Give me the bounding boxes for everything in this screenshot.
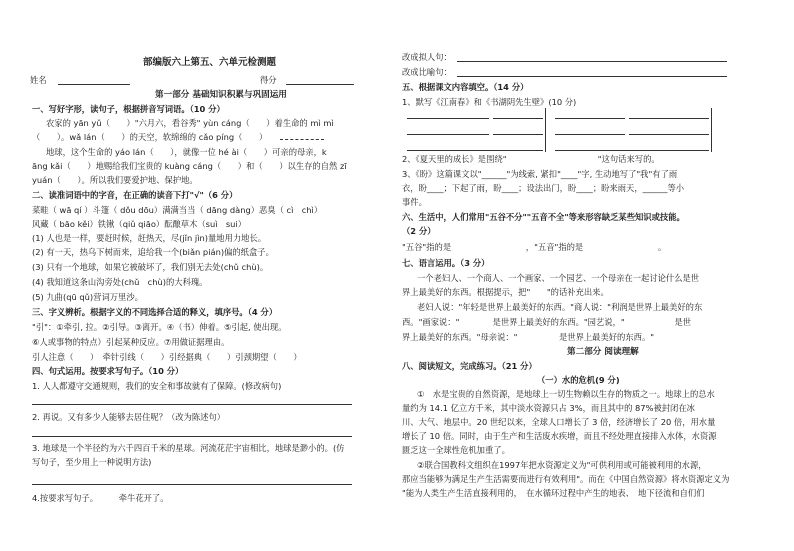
section5-title: 五、根据课文内容填空。（14 分）: [402, 82, 529, 92]
s1-line-1: 农家的 yān yǔ（ ）"六月六，看谷秀" yùn cáng（ ）着生命的 mì mì: [46, 118, 334, 128]
reading-line-2: 量约为 14.1 亿立方千米，其中淡水资源只占 3%，而且其中的 87%被封闭在冰: [402, 403, 695, 413]
s1-line-4: āng kǎi（ ）地赐给我们宝贵的 kuàng cáng（ ）和（ ）以生存的自然 zī: [32, 161, 347, 171]
s1-line-2: （ ）。wǎ lán（ ）的天空，软绵绵的 cǎo píng（ ）: [32, 132, 268, 142]
s5-question-3a: 3、《盼》这篇课文以"______"为线索, 紧扣"____"字, 生动地写了"我"有了雨: [402, 169, 678, 179]
s2-line-1: 菜畦（ wā qí ）斗篷（ dǒu dōu）满满当当（ dāng dàng）恶臭（ cì chì）: [32, 205, 323, 215]
section4-title: 四、句式运用。按要求写句子。（10 分）: [32, 366, 184, 376]
reading-line-1: ① 水是宝贵的自然资源，是地球上一切生物赖以生存的物质之一。地球上的总水: [417, 389, 715, 399]
s3-line-2: ⑥人或事物的特点）引起某种反应。⑦用做证据理由。: [32, 337, 230, 347]
poem-line[interactable]: [407, 150, 543, 151]
s7-para-4: 西。"画家说：" 是世界上最美好的东西。"园艺说，" 是世: [402, 317, 692, 327]
s2-line-2: 风藏（ bāo kěi）铁锹（qiǔ qiāo）酝酿草木（suì sui）: [32, 219, 247, 229]
s2-line-6: (4) 我知道这条山沟旁处(chǔ chù)的大科瑰。: [32, 277, 208, 287]
section6-title: 六、生活中，人们常用"五谷不分""五音不全"等来形容缺乏某些知识或技能。: [402, 212, 685, 222]
s5-question-3c: 事件。: [402, 197, 427, 207]
poem-bracket: [711, 108, 712, 152]
part1-title: 第一部分 基础知识积累与巩固运用: [155, 90, 287, 100]
name-label: 姓名: [30, 75, 47, 85]
reading-line-3: 川、大气、地层中。20 世纪以来，全球人口增长了 3 倍，经济增长了 20 倍，用水量: [402, 417, 716, 427]
name-field[interactable]: [58, 84, 130, 85]
s4-question-2: 2. 再说。又有多少人能够去居住呢？（改为陈述句）: [32, 412, 226, 422]
score-label: 得分: [260, 75, 277, 85]
s2-line-4: (2) 有一天，热乌下树而来，追给我一个(biǎn pián)偏的纸盒子。: [32, 247, 274, 257]
s7-para-3: 老妇人说："年轻是世界上最美好的东西。"商人说："利润是世界上最美好的东: [417, 302, 703, 312]
s5-question-2: 2、《夏天里的成长》是围绕" "这句话来写的。: [402, 154, 660, 164]
s3-line-1: "引"：①牵引, 拉。②引导。③离开。④（书）伸着。⑤引起, 使出现。: [32, 322, 287, 332]
reading-line-4: 增长了 10 倍。同时，由于生产和生活废水疾增，而且不经处理直接排入水体，水资源: [402, 431, 717, 441]
poem-line[interactable]: [629, 134, 709, 135]
metaphor-label: 改成比喻句：: [402, 67, 452, 77]
exam-title: 部编版六上第五、六单元检测题: [143, 57, 277, 68]
section3-title: 三、字义辨析。根据字义的不同选择合适的释义，填序号。（4 分）: [32, 307, 278, 317]
s4-question-4: 4.按要求写句子。 牵牛花开了。: [32, 493, 169, 503]
poem-line[interactable]: [407, 118, 489, 119]
s2-line-7: (5) 九曲(qū qǔ)营词万里沙。: [32, 292, 143, 302]
poem-line[interactable]: [493, 118, 543, 119]
s4-answer-line-2[interactable]: [32, 436, 352, 437]
poem-line[interactable]: [407, 134, 489, 135]
poem-line[interactable]: [555, 134, 625, 135]
reading-title: （一）水的危机(9 分): [537, 375, 620, 385]
s5-question-3b: 衣，盼____；下起了雨，盼____；设法出门，盼____；盼来雨天，______等小: [402, 183, 685, 193]
section6-points: （2 分）: [402, 226, 436, 236]
s4-question-1: 1. 人人都遵守交通规则，我们的安全和事故就有了保障。(修改病句): [32, 381, 282, 391]
personification-answer-line[interactable]: [457, 61, 727, 62]
reading-line-6: ②联合国教科文组织在1997年把水资源定义为"可供利用或可能被利用的水源，: [417, 460, 707, 470]
s1-line-3: 地球，这个生命的 yáo lán（ ），就像一位 hé ài（ ）可亲的母亲，k: [46, 147, 327, 157]
right-column: [397, 0, 794, 551]
s2-line-3: (1) 人也是一样，要赶时候，赶热天，尽(jǐn jìn)量地用力地长。: [32, 233, 267, 243]
s1-line-5: yuán（ ）。所以我们要爱护地、保护地。: [32, 175, 198, 185]
s7-para-5: 界上最美好的东西。"母亲说：" 是世界上最美好的东西。": [402, 332, 655, 342]
s2-line-5: (3) 只有一个地球，如果它被破坏了，我们别无去处(chǔ chù)。: [32, 262, 269, 272]
part2-title: 第二部分 阅读理解: [567, 347, 639, 357]
reading-line-8: "能为人类生产生活直接利用的， 在水循环过程中产生的地表、 地下径流和自们们: [402, 488, 705, 498]
s3-line-3: 引人注意（ ） 牵针引线（ ）引经据典（ ）引颈期望（ ）: [32, 352, 302, 362]
s7-para-2: 界上最美好的东西。根据提示，把" "的话补充出来。: [402, 287, 609, 297]
s5-question-1: 1、默写《江南春》和《书湖阴先生壁》(10 分): [402, 97, 577, 107]
section8-title: 八、阅读短文，完成练习。（21 分）: [402, 361, 537, 371]
s1-dashed-line: [280, 139, 324, 140]
poem-bracket: [545, 108, 546, 152]
metaphor-answer-line[interactable]: [457, 76, 727, 77]
poem-line[interactable]: [493, 134, 543, 135]
s6-line-1: "五谷"指的是 ，"五音"指的是 。: [402, 242, 667, 252]
score-field[interactable]: [286, 84, 354, 85]
poem-line[interactable]: [555, 118, 625, 119]
personification-label: 改成拟人句：: [402, 52, 452, 62]
s4-question-3a: 3. 地球是一个半径约为六千四百千米的星球。河流花茫宇宙相比，地球是渺小的。(仿: [32, 443, 345, 453]
poem-line[interactable]: [629, 118, 709, 119]
reading-line-5: 匮乏这一全球性危机加重了。: [402, 445, 510, 455]
s4-answer-line-3[interactable]: [32, 484, 352, 485]
poem-line[interactable]: [555, 150, 709, 151]
s4-answer-line-1[interactable]: [32, 404, 352, 405]
reading-line-7: 那应当能够为满足生产生活需要而进行有效利用"。而在《中国自然资源》将水资源定义为: [402, 474, 730, 484]
section7-title: 七、语言运用。（3 分）: [402, 258, 490, 268]
section2-title: 二、读准词语中的字音，在正确的读音下打"√"（6 分）: [32, 190, 238, 200]
s7-para-1: 一个老妇人、一个商人、一个画家、一个园艺、一个母亲在一起讨论什么是世: [417, 273, 700, 283]
section1-title: 一、写好字形，读句子，根据拼音写词语。（10 分）: [32, 104, 225, 114]
s4-question-3b: 写句子，至少用上一种说明方法): [32, 457, 152, 467]
